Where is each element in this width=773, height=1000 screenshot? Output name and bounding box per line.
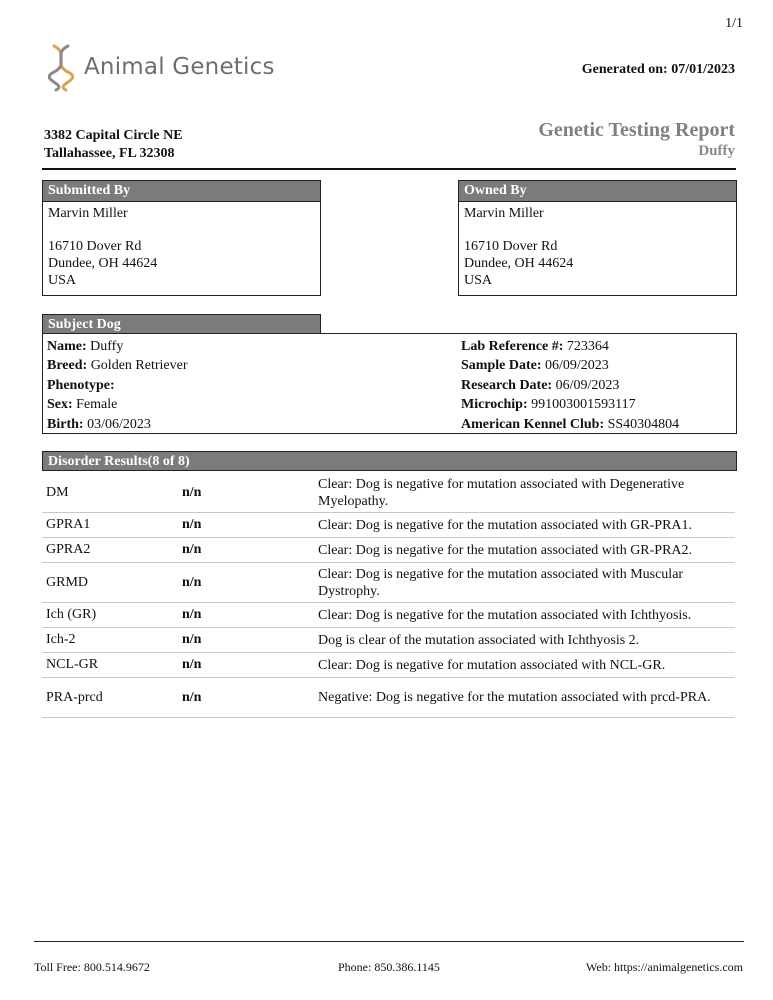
- field-label: Sample Date:: [461, 358, 542, 374]
- disorder-description: Clear: Dog is negative for the mutation associated with GR-PRA2.: [318, 542, 693, 558]
- microchip-field: [461, 395, 679, 414]
- sample-date-field: [461, 356, 679, 375]
- subject-sex-field: [47, 395, 187, 414]
- table-row: [42, 538, 735, 563]
- field-value: 06/09/2023: [555, 377, 620, 393]
- dna-helix-icon: [48, 42, 74, 92]
- disorder-description: Negative: Dog is negative for the mutation associated with prcd-PRA.: [318, 690, 711, 705]
- footer-toll-free: Toll Free: 800.514.9672: [34, 960, 150, 974]
- submitter-name: Marvin Miller: [48, 206, 128, 221]
- field-label: Breed:: [47, 358, 88, 374]
- disorder-name: NCL-GR: [46, 657, 99, 672]
- report-title: Genetic Testing Report: [538, 119, 735, 141]
- field-value: 991003001593117: [531, 397, 636, 413]
- submitted-by-box: [42, 180, 321, 296]
- disorder-results-table: [42, 473, 735, 718]
- owner-country: USA: [464, 273, 493, 288]
- submitter-city: Dundee, OH 44624: [48, 256, 158, 271]
- disorder-genotype: n/n: [182, 657, 202, 672]
- field-value: 723364: [566, 339, 609, 354]
- submitted-by-heading: Submitted By: [43, 181, 320, 202]
- field-value: SS40304804: [607, 416, 680, 432]
- owned-by-box: [458, 180, 737, 296]
- research-date-field: [461, 376, 679, 395]
- subject-dog-box: [42, 333, 737, 434]
- field-value: Female: [76, 397, 118, 413]
- owner-name: Marvin Miller: [464, 206, 544, 221]
- disorder-genotype: n/n: [182, 689, 202, 705]
- field-label: Birth:: [47, 416, 84, 432]
- subject-breed-field: [47, 356, 187, 375]
- submitter-street: 16710 Dover Rd: [48, 239, 142, 254]
- generated-date: 07/01/2023: [671, 62, 735, 77]
- disorder-name: GRMD: [46, 574, 89, 590]
- subject-dog-heading: Subject Dog: [42, 314, 321, 334]
- field-label: Name:: [47, 339, 87, 354]
- disorder-genotype: n/n: [182, 607, 202, 622]
- table-row: [42, 563, 735, 603]
- disorder-description: Clear: Dog is negative for the mutation associated with GR-PRA1.: [318, 517, 693, 533]
- field-value: 03/06/2023: [87, 416, 151, 432]
- report-title-block: [538, 118, 735, 161]
- field-value: Golden Retriever: [90, 358, 188, 374]
- address-line-2: Tallahassee, FL 32308: [44, 146, 175, 161]
- disorder-genotype: n/n: [182, 484, 202, 500]
- owned-by-heading: Owned By: [459, 181, 736, 202]
- field-label: American Kennel Club:: [461, 416, 605, 432]
- owner-city: Dundee, OH 44624: [464, 256, 574, 271]
- table-row: [42, 653, 735, 678]
- brand-logo: [48, 42, 275, 92]
- disorder-name: DM: [46, 484, 69, 500]
- page-number: 1/1: [725, 16, 743, 31]
- field-value: 06/09/2023: [545, 358, 609, 374]
- disorder-description: Clear: Dog is negative for mutation associated with Degenerative Myelopathy.: [318, 476, 685, 509]
- field-label: Microchip:: [461, 397, 528, 413]
- table-row: [42, 678, 735, 718]
- subject-right-column: [461, 337, 679, 434]
- disorder-name: PRA-prcd: [46, 689, 103, 705]
- field-label: Lab Reference #:: [461, 339, 564, 354]
- submitted-by-body: [43, 202, 320, 289]
- field-label: Research Date:: [461, 377, 553, 393]
- table-row: [42, 513, 735, 538]
- field-label: Phenotype:: [47, 377, 115, 393]
- disorder-genotype: n/n: [182, 632, 202, 647]
- disorder-description: Dog is clear of the mutation associated with Ichthyosis 2.: [318, 632, 640, 648]
- submitter-country: USA: [48, 273, 77, 288]
- lab-address: [44, 127, 183, 163]
- footer-divider: [34, 941, 744, 942]
- generated-label: Generated on:: [581, 62, 668, 77]
- address-line-1: 3382 Capital Circle NE: [44, 128, 183, 143]
- brand-name: Animal Genetics: [84, 54, 275, 80]
- owned-by-body: [459, 202, 736, 289]
- disorder-results-heading: Disorder Results(8 of 8): [42, 451, 737, 471]
- field-value: Duffy: [90, 339, 124, 354]
- owner-street: 16710 Dover Rd: [464, 239, 558, 254]
- subject-left-column: [47, 337, 187, 434]
- footer-web: Web: https://animalgenetics.com: [586, 960, 743, 974]
- field-label: Sex:: [47, 397, 73, 413]
- disorder-description: Clear: Dog is negative for mutation associated with NCL-GR.: [318, 657, 666, 673]
- disorder-genotype: n/n: [182, 542, 202, 557]
- disorder-name: GPRA2: [46, 542, 91, 557]
- disorder-name: Ich-2: [46, 632, 76, 647]
- report-subtitle: Duffy: [698, 143, 735, 159]
- disorder-genotype: n/n: [182, 517, 202, 532]
- akc-field: [461, 415, 679, 434]
- disorder-description: Clear: Dog is negative for the mutation associated with Muscular Dystrophy.: [318, 566, 684, 599]
- disorder-name: Ich (GR): [46, 607, 97, 622]
- disorder-name: GPRA1: [46, 517, 91, 532]
- header-divider: [42, 168, 736, 170]
- subject-name-field: [47, 337, 187, 356]
- table-row: [42, 628, 735, 653]
- footer-phone: Phone: 850.386.1145: [338, 960, 440, 974]
- subject-birth-field: [47, 415, 187, 434]
- disorder-description: Clear: Dog is negative for the mutation associated with Ichthyosis.: [318, 607, 692, 623]
- subject-phenotype-field: [47, 376, 187, 395]
- lab-reference-field: [461, 337, 679, 356]
- table-row: [42, 603, 735, 628]
- table-row: [42, 473, 735, 513]
- disorder-genotype: n/n: [182, 574, 202, 590]
- generated-on: [582, 62, 735, 78]
